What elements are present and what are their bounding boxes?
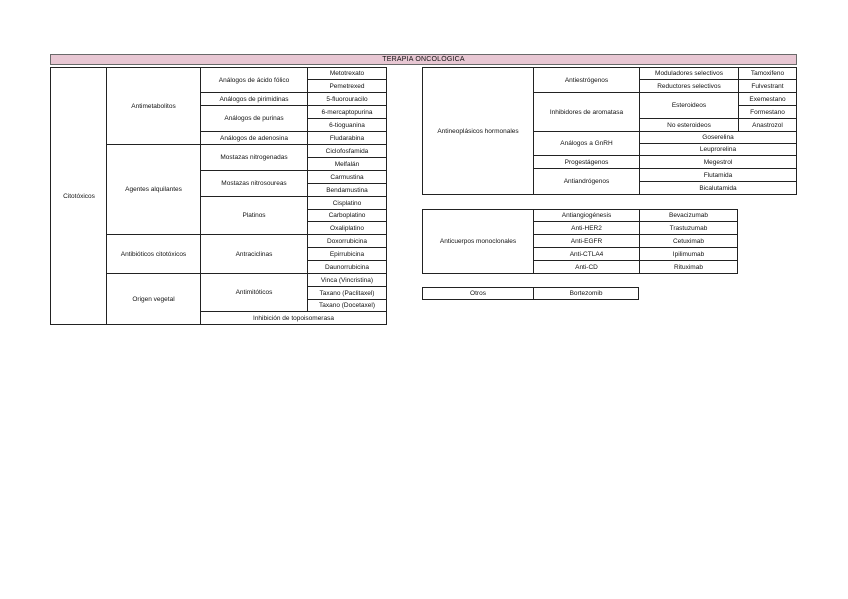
subgroup-acido-folico: Análogos de ácido fólico bbox=[200, 67, 307, 93]
subgroup-antraciclinas: Antraciclinas bbox=[200, 235, 307, 274]
subgroup-platinos: Platinos bbox=[200, 197, 307, 235]
drug-cetuximab: Cetuximab bbox=[639, 235, 738, 248]
drug-metotrexato: Metotrexato bbox=[307, 67, 387, 80]
drug-carmustina: Carmustina bbox=[307, 171, 387, 184]
group-inhibidores-aromatasa: Inhibidores de aromatasa bbox=[533, 93, 639, 132]
drug-ipilimumab: Ipilimumab bbox=[639, 248, 738, 261]
drug-6-mercaptopurina: 6-mercaptopurina bbox=[307, 106, 387, 119]
drug-flutamida: Flutamida bbox=[639, 169, 797, 182]
group-progestagenos: Progestágenos bbox=[533, 156, 639, 169]
drug-exemestano: Exemestano bbox=[738, 93, 797, 106]
drug-5-fluorouracilo: 5-fluorouracilo bbox=[307, 93, 387, 106]
group-antiestrogenos: Antiestrógenos bbox=[533, 67, 639, 93]
drug-oxaliplatino: Oxaliplatino bbox=[307, 222, 387, 235]
drug-goserelina: Goserelina bbox=[639, 132, 797, 144]
subgroup-mostazas-nitrosoureas: Mostazas nitrosoureas bbox=[200, 171, 307, 197]
category-antineoplasicos-hormonales: Antineoplásicos hormonales bbox=[422, 67, 533, 195]
group-antibioticos-citotoxicos: Antibióticos citotóxicos bbox=[106, 235, 200, 274]
category-citotoxicos: Citotóxicos bbox=[50, 67, 107, 325]
drug-trastuzumab: Trastuzumab bbox=[639, 222, 738, 235]
drug-6-tioguanina: 6-tioguanina bbox=[307, 119, 387, 132]
drug-bevacizumab: Bevacizumab bbox=[639, 209, 738, 222]
subgroup-esteroideos: Esteroideos bbox=[639, 93, 738, 119]
target-anti-egfr: Anti-EGFR bbox=[533, 235, 639, 248]
target-anti-her2: Anti-HER2 bbox=[533, 222, 639, 235]
drug-bortezomib: Bortezomib bbox=[533, 287, 639, 300]
subgroup-moduladores-selectivos: Moduladores selectivos bbox=[639, 67, 738, 80]
group-analogos-gnrh: Análogos a GnRH bbox=[533, 132, 639, 156]
target-anti-ctla4: Anti-CTLA4 bbox=[533, 248, 639, 261]
group-origen-vegetal: Origen vegetal bbox=[106, 274, 200, 325]
drug-anastrozol: Anastrozol bbox=[738, 119, 797, 132]
target-anti-cd: Anti-CD bbox=[533, 261, 639, 274]
subgroup-pirimidinas: Análogos de pirimidinas bbox=[200, 93, 307, 106]
drug-megestrol: Megestrol bbox=[639, 156, 797, 169]
drug-cisplatino: Cisplatino bbox=[307, 197, 387, 210]
subgroup-no-esteroideos: No esteroideos bbox=[639, 119, 738, 132]
drug-daunorrubicina: Daunorrubicina bbox=[307, 261, 387, 274]
subgroup-mostazas-nitrogenadas: Mostazas nitrogenadas bbox=[200, 145, 307, 171]
drug-formestano: Formestano bbox=[738, 106, 797, 119]
group-antimetabolitos: Antimetabolitos bbox=[106, 67, 200, 145]
subgroup-antimitoticos: Antimitóticos bbox=[200, 274, 307, 312]
category-otros: Otros bbox=[422, 287, 533, 300]
target-antiangiogenesis: Antiangiogénesis bbox=[533, 209, 639, 222]
drug-bicalutamida: Bicalutamida bbox=[639, 182, 797, 195]
table-title: TERAPIA ONCOLÓGICA bbox=[50, 54, 797, 65]
drug-pemetrexed: Pemetrexed bbox=[307, 80, 387, 93]
group-antiandrogenos: Antiandrógenos bbox=[533, 169, 639, 195]
drug-epirrubicina: Epirrubicina bbox=[307, 248, 387, 261]
subgroup-topoisomerasa: Inhibición de topoisomerasa bbox=[200, 312, 387, 325]
drug-ciclofosfamida: Ciclofosfamida bbox=[307, 145, 387, 158]
drug-docetaxel: Taxano (Docetaxel) bbox=[307, 300, 387, 312]
drug-carboplatino: Carboplatino bbox=[307, 210, 387, 222]
group-agentes-alquilantes: Agentes alquilantes bbox=[106, 145, 200, 235]
category-anticuerpos-monoclonales: Anticuerpos monoclonales bbox=[422, 209, 533, 274]
drug-fulvestrant: Fulvestrant bbox=[738, 80, 797, 93]
drug-fludarabina: Fludarabina bbox=[307, 132, 387, 145]
drug-paclitaxel: Taxano (Paclitaxel) bbox=[307, 287, 387, 300]
subgroup-reductores-selectivos: Reductores selectivos bbox=[639, 80, 738, 93]
drug-rituximab: Rituximab bbox=[639, 261, 738, 274]
drug-tamoxifeno: Tamoxifeno bbox=[738, 67, 797, 80]
drug-melfalan: Melfalán bbox=[307, 158, 387, 171]
drug-leuprorelina: Leuprorelina bbox=[639, 144, 797, 156]
drug-doxorrubicina: Doxorrubicina bbox=[307, 235, 387, 248]
subgroup-purinas: Análogos de purinas bbox=[200, 106, 307, 132]
drug-vinca: Vinca (Vincristina) bbox=[307, 274, 387, 287]
subgroup-adenosina: Análogos de adenosina bbox=[200, 132, 307, 145]
drug-bendamustina: Bendamustina bbox=[307, 184, 387, 197]
